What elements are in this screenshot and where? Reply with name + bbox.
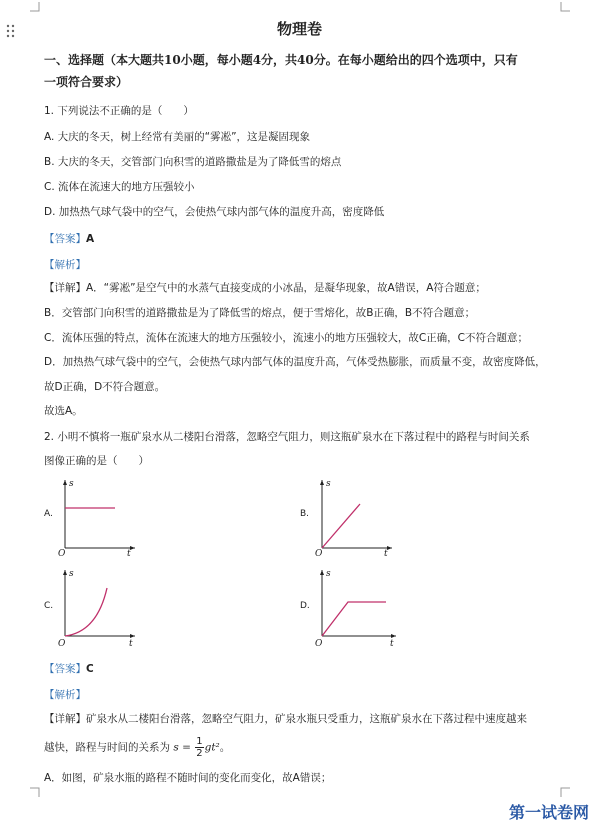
footer-watermark: 第一试卷网 <box>508 803 589 822</box>
section-heading-line: 一项符合要求） <box>44 75 129 89</box>
graph-c-label: C. <box>44 601 54 611</box>
formula-rhs: gt² <box>204 741 220 754</box>
formula-fraction <box>195 736 203 759</box>
answer-label: 【答案】 <box>44 233 86 245</box>
page-title: 物理卷 <box>276 20 322 38</box>
crop-mark-icon <box>560 2 570 12</box>
graph-a-axis-x: t <box>127 549 131 556</box>
section-heading <box>44 49 518 93</box>
graph-d-curve <box>322 602 386 636</box>
graph-d[interactable] <box>312 566 402 651</box>
graph-b[interactable] <box>312 476 397 556</box>
graph-c-axis-y: s <box>69 569 74 579</box>
graph-d-origin: O <box>315 639 323 649</box>
explain-line: D．加热热气球气袋中的空气，会使热气球内部气体的温度升高，气体受热膨胀，而质量不变，故密度降低， <box>44 356 546 368</box>
graph-c-axis-x: t <box>129 639 133 649</box>
answer-label: 【答案】 <box>44 663 86 675</box>
graph-b-axis-x: t <box>384 549 388 556</box>
crop-mark-icon <box>30 2 40 12</box>
formula-numerator: 1 <box>196 736 203 747</box>
section-heading-line: 一、选择题（本大题共10小题，每小题4分，共40分。在每小题给出的四个选项中，只有 <box>44 53 518 67</box>
crop-mark-icon <box>560 787 570 797</box>
crop-mark-icon <box>30 787 40 797</box>
explain-line <box>44 712 527 726</box>
explain-label: 【详解】 <box>44 282 86 294</box>
answer-line <box>44 661 94 676</box>
graph-b-axis-y: s <box>326 479 331 489</box>
explain-text: 矿泉水从二楼阳台滑落，忽略空气阻力，矿泉水瓶只受重力，这瓶矿泉水在下落过程中速度越来 <box>86 713 527 725</box>
graph-a-origin: O <box>58 549 66 556</box>
question-1-option-c: C. 流体在流速大的地方压强较小 <box>44 181 195 193</box>
explain-line: C．流体压强的特点，流体在流速大的地方压强较小，流速小的地方压强较大，故C正确，C不符合题意； <box>44 332 528 344</box>
formula-end: 。 <box>219 741 231 754</box>
graph-c-curve <box>65 588 107 636</box>
question-1-stem: 1. 下列说法不正确的是（ ） <box>44 105 194 117</box>
explain-line: A．如图，矿泉水瓶的路程不随时间的变化而变化，故A错误； <box>44 772 332 784</box>
graph-a-axis-y: s <box>69 479 74 489</box>
question-1-option-a: A. 大庆的冬天，树上经常有美丽的“雾凇”，这是凝固现象 <box>44 131 311 143</box>
graph-d-label: D. <box>300 601 310 611</box>
conclusion-line: 故选A。 <box>44 405 83 417</box>
graph-b-label: B. <box>300 509 310 519</box>
explain-line: 故D正确，D不符合题意。 <box>44 381 166 393</box>
explain-line-formula <box>44 736 230 759</box>
explain-line: B．交管部门向积雪的道路撒盐是为了降低雪的熔点，便于雪熔化，故B正确，B不符合题意； <box>44 307 476 319</box>
explain-text: 越快，路程与时间的关系为 <box>44 741 170 754</box>
answer-value: C <box>86 663 94 675</box>
graph-d-axis-y: s <box>326 569 331 579</box>
graph-d-axis-x: t <box>390 639 394 649</box>
graph-a-label: A. <box>44 509 53 519</box>
explain-line <box>44 281 486 295</box>
graph-c[interactable] <box>55 566 140 651</box>
answer-line <box>44 231 94 246</box>
analysis-label: 【解析】 <box>44 689 86 701</box>
graph-c-origin: O <box>58 639 66 649</box>
formula-lhs: s = <box>173 741 191 754</box>
graph-b-origin: O <box>315 549 323 556</box>
question-1-option-b: B. 大庆的冬天，交管部门向积雪的道路撒盐是为了降低雪的熔点 <box>44 156 342 168</box>
question-1-option-d: D. 加热热气球气袋中的空气，会使热气球内部气体的温度升高，密度降低 <box>44 206 385 218</box>
question-2-stem: 2. 小明不慎将一瓶矿泉水从二楼阳台滑落，忽略空气阻力，则这瓶矿泉水在下落过程中的路程与时间关系 <box>44 431 530 443</box>
explain-label: 【详解】 <box>44 713 86 725</box>
explain-text: A．“雾凇”是空气中的水蒸气直接变成的小冰晶，是凝华现象，故A错误，A符合题意； <box>86 282 486 294</box>
graph-a[interactable] <box>55 476 140 556</box>
analysis-label: 【解析】 <box>44 259 86 271</box>
answer-value: A <box>86 233 95 245</box>
formula-denominator: 2 <box>196 748 203 759</box>
question-2-stem: 图像正确的是（ ） <box>44 455 149 467</box>
graph-b-curve <box>322 504 360 548</box>
